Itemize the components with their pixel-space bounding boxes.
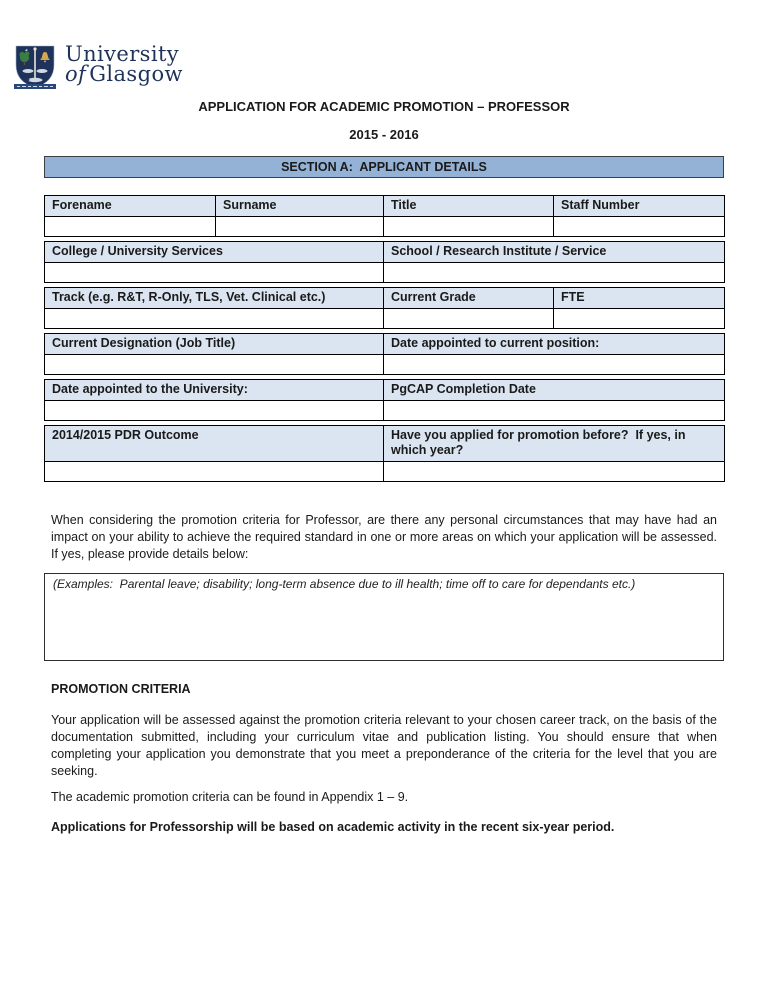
- logo-text-university: University: [65, 42, 180, 66]
- input-cell-track[interactable]: [45, 309, 384, 329]
- field-label-surname: Surname: [216, 196, 384, 217]
- promotion-criteria-heading: PROMOTION CRITERIA: [51, 682, 191, 696]
- field-label-date-appointed-university: Date appointed to the University:: [45, 380, 384, 401]
- input-cell-forename[interactable]: [45, 217, 216, 237]
- form-block-designation: [44, 333, 725, 375]
- field-label-pdr-outcome: 2014/2015 PDR Outcome: [45, 426, 384, 462]
- input-cell-school[interactable]: [384, 263, 725, 283]
- six-year-period-statement: Applications for Professorship will be based on academic activity in the recent six-year period.: [51, 820, 615, 834]
- input-cell-date-current-position[interactable]: [384, 355, 725, 375]
- circumstances-details-box[interactable]: [44, 573, 724, 661]
- field-label-college: College / University Services: [45, 242, 384, 263]
- field-label-applied-before: Have you applied for promotion before? If yes, in which year?: [384, 426, 725, 462]
- field-label-staff-number: Staff Number: [554, 196, 725, 217]
- input-cell-current-grade[interactable]: [384, 309, 554, 329]
- form-block-pdr: [44, 425, 725, 482]
- input-cell-date-appointed-university[interactable]: [45, 401, 384, 421]
- form-block-track: [44, 287, 725, 329]
- university-of-glasgow-crest-icon: [13, 44, 57, 90]
- field-label-pgcap-completion: PgCAP Completion Date: [384, 380, 725, 401]
- document-title: APPLICATION FOR ACADEMIC PROMOTION – PROFESSOR: [198, 99, 570, 114]
- field-label-fte: FTE: [554, 288, 725, 309]
- field-label-track: Track (e.g. R&T, R-Only, TLS, Vet. Clinical etc.): [45, 288, 384, 309]
- field-label-current-grade: Current Grade: [384, 288, 554, 309]
- appendix-reference-paragraph: The academic promotion criteria can be found in Appendix 1 – 9.: [51, 790, 409, 804]
- input-cell-title[interactable]: [384, 217, 554, 237]
- field-label-forename: Forename: [45, 196, 216, 217]
- personal-circumstances-paragraph: When considering the promotion criteria for Professor, are there any personal circumstances that may have had an impact on your ability to achieve the required standard in one or more areas on which your application will be assessed. If yes, please provide details below:: [51, 513, 717, 561]
- logo-text-of-glasgow: [65, 62, 183, 86]
- section-a-header: SECTION A: APPLICANT DETAILS: [44, 156, 724, 178]
- circumstances-examples-text: (Examples: Parental leave; disability; long-term absence due to ill health; time off to care for dependants etc.): [53, 577, 636, 591]
- input-cell-surname[interactable]: [216, 217, 384, 237]
- logo-text-of: of: [65, 62, 87, 86]
- input-cell-current-designation[interactable]: [45, 355, 384, 375]
- input-cell-college[interactable]: [45, 263, 384, 283]
- input-cell-pdr-outcome[interactable]: [45, 462, 384, 482]
- document-year: 2015 - 2016: [349, 127, 419, 142]
- logo-text-glasgow: Glasgow: [89, 62, 183, 86]
- university-logo-wordmark: [65, 44, 183, 84]
- input-cell-fte[interactable]: [554, 309, 725, 329]
- form-block-university-date: [44, 379, 725, 421]
- field-label-title: Title: [384, 196, 554, 217]
- form-block-name: [44, 195, 725, 237]
- input-cell-applied-before[interactable]: [384, 462, 725, 482]
- form-block-college: [44, 241, 725, 283]
- input-cell-staff-number[interactable]: [554, 217, 725, 237]
- university-logo: [13, 44, 768, 90]
- field-label-school: School / Research Institute / Service: [384, 242, 725, 263]
- field-label-date-current-position: Date appointed to current position:: [384, 334, 725, 355]
- applicant-details-form: [44, 195, 724, 482]
- input-cell-pgcap-completion[interactable]: [384, 401, 725, 421]
- promotion-criteria-paragraph: Your application will be assessed against the promotion criteria relevant to your chosen career track, on the basis of the documentation submitted, including your curriculum vitae and publication listing. You should ensure that when completing your application you demonstrate that you meet a preponderance of the criteria for the level that you are seeking.: [51, 713, 717, 778]
- field-label-current-designation: Current Designation (Job Title): [45, 334, 384, 355]
